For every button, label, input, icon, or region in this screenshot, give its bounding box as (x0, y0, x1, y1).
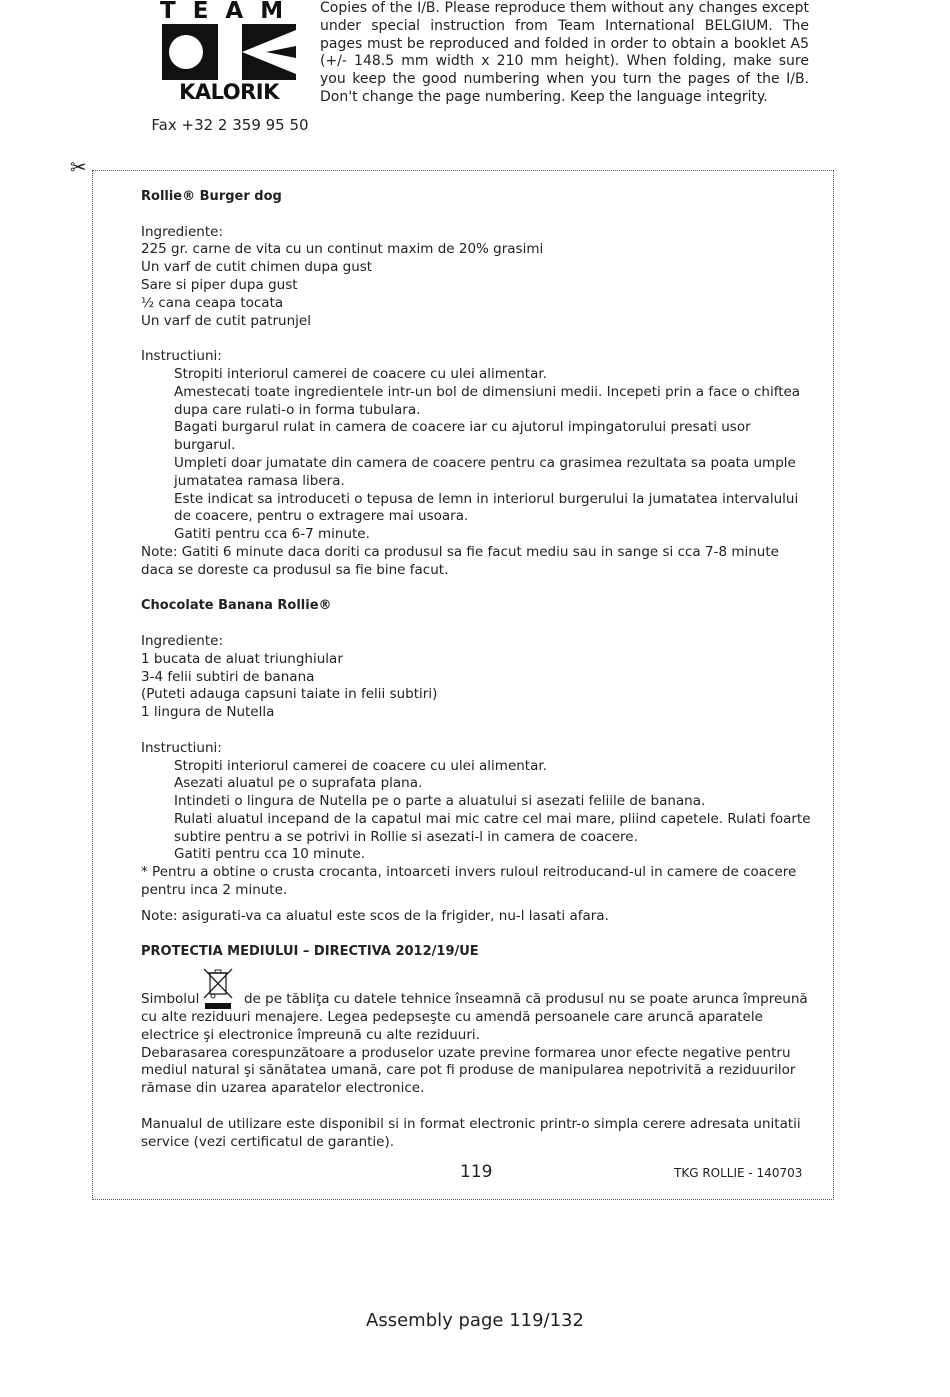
page-number: 119 (460, 1162, 493, 1182)
crossed-out-wheelie-bin-icon (201, 967, 235, 1013)
burger-step: Amestecati toate ingredientele intr-un bol de dimensiuni medii. Incepeti prin a face o chiftea dupa care rulati-o in forma tubulara. (174, 383, 801, 418)
disposal-text: Debarasarea corespunzătoare a produselor uzate previne formarea unor efecte negative pentru mediul natural şi sănătatea umană, care pot fi produse de manipularea nepotrivită a reziduurilor rămase din uzarea aparatelor electronice. (141, 1044, 796, 1097)
burger-ingredient: 225 gr. carne de vita cu un continut maxim de 20% grasimi (141, 241, 544, 258)
page-content (141, 188, 811, 1151)
banana-step: Asezati aluatul pe o suprafata plana. (174, 775, 423, 792)
logo-team-text: TEAM (160, 0, 301, 24)
document-code: TKG ROLLIE - 140703 (674, 1166, 803, 1180)
banana-ingredient: 1 bucata de aluat triunghiular (141, 650, 343, 667)
symbol-text: de pe tăbliţa cu datele tehnice înseamnă că produsul nu se poate arunca împreună cu alte reziduuri menajere. Legea pedepseşte cu amendă persoanele care aruncă aparatele electrice şi electronice împreună cu alte reziduuri. (141, 991, 808, 1043)
burger-step: Stropiti interiorul camerei de coacere cu ulei alimentar. (174, 365, 547, 382)
scissors-icon: ✂ (70, 155, 87, 179)
symbol-prefix: Simbolul (141, 991, 200, 1008)
assembly-page-label: Assembly page 119/132 (366, 1310, 584, 1331)
burger-ingredient: Un varf de cutit chimen dupa gust (141, 259, 373, 276)
banana-ingredient: (Puteti adauga capsuni taiate in felii subtiri) (141, 686, 438, 703)
burger-instructions-label: Instructiuni: (141, 348, 222, 365)
burger-ingredients-label: Ingrediente: (141, 223, 223, 240)
burger-step: Este indicat sa introduceti o tepusa de lemn in interiorul burgerului la jumatatea intervalului de coacere, pentru o extragere mai usoara. (174, 490, 799, 525)
burger-ingredient: Sare si piper dupa gust (141, 276, 298, 293)
banana-ingredients-label: Ingrediente: (141, 632, 223, 649)
banana-ingredient: 1 lingura de Nutella (141, 704, 275, 721)
burger-step: Umpleti doar jumatate din camera de coacere pentru ca grasimea rezultata sa poata umple jumatatea ramasa libera. (174, 454, 796, 489)
burger-step: Gatiti pentru cca 6-7 minute. (174, 526, 370, 543)
environment-title: PROTECTIA MEDIULUI – DIRECTIVA 2012/19/UE (141, 944, 479, 960)
banana-ingredient: 3-4 felii subtiri de banana (141, 668, 315, 685)
weee-symbol-paragraph (141, 991, 811, 1044)
logo-emblem-icon (162, 24, 296, 80)
fax-number: Fax +32 2 359 95 50 (151, 116, 309, 134)
burger-step: Bagati burgarul rulat in camera de coacere iar cu ajutorul impingatorului presati usor burgarul. (174, 419, 751, 454)
burger-ingredient: Un varf de cutit patrunjel (141, 312, 311, 329)
burger-title: Rollie® Burger dog (141, 189, 282, 204)
manual-text: Manualul de utilizare este disponibil si in format electronic printr-o simpla cerere adresata unitatii service (vezi certificatul de garantie). (141, 1115, 801, 1150)
banana-step: Rulati aluatul incepand de la capatul mai mic catre cel mai mare, pliind capetele. Rulati foarte subtire pentru a se potrivi in Rollie si asezati-l in camera de coacere. (174, 810, 811, 845)
burger-note: Note: Gatiti 6 minute daca doriti ca produsul sa fie facut mediu sau in sange si cca 7-8 minute daca se doreste ca produsul sa fie bine facut. (141, 543, 779, 578)
reproduction-notice: Copies of the I/B. Please reproduce them without any changes except under special instruction from Team International BELGIUM. The pages must be reproduced and folded in order to obtain a booklet A5 (+/- 148.5 mm width x 210 mm height). When folding, make sure you keep the good numbering when you turn the pages of the I/B. Don't change the page numbering. Keep the language integrity. (320, 0, 809, 105)
banana-note: Note: asigurati-va ca aluatul este scos de la frigider, nu-l lasati afara. (141, 907, 609, 924)
banana-step: Stropiti interiorul camerei de coacere cu ulei alimentar. (174, 757, 547, 774)
banana-step: Gatiti pentru cca 10 minute. (174, 846, 366, 863)
banana-step: Intindeti o lingura de Nutella pe o parte a aluatului si asezati feliile de banana. (174, 793, 706, 810)
kalorik-logo (160, 0, 301, 106)
banana-tip: * Pentru a obtine o crusta crocanta, intoarceti invers ruloul reitroducand-ul in camere de coacere pentru inca 2 minute. (141, 864, 797, 899)
burger-ingredient: ½ cana ceapa tocata (141, 294, 284, 311)
banana-title: Chocolate Banana Rollie® (141, 598, 332, 614)
banana-instructions-label: Instructiuni: (141, 739, 222, 756)
logo-brand-text: KALORIK (179, 80, 279, 104)
